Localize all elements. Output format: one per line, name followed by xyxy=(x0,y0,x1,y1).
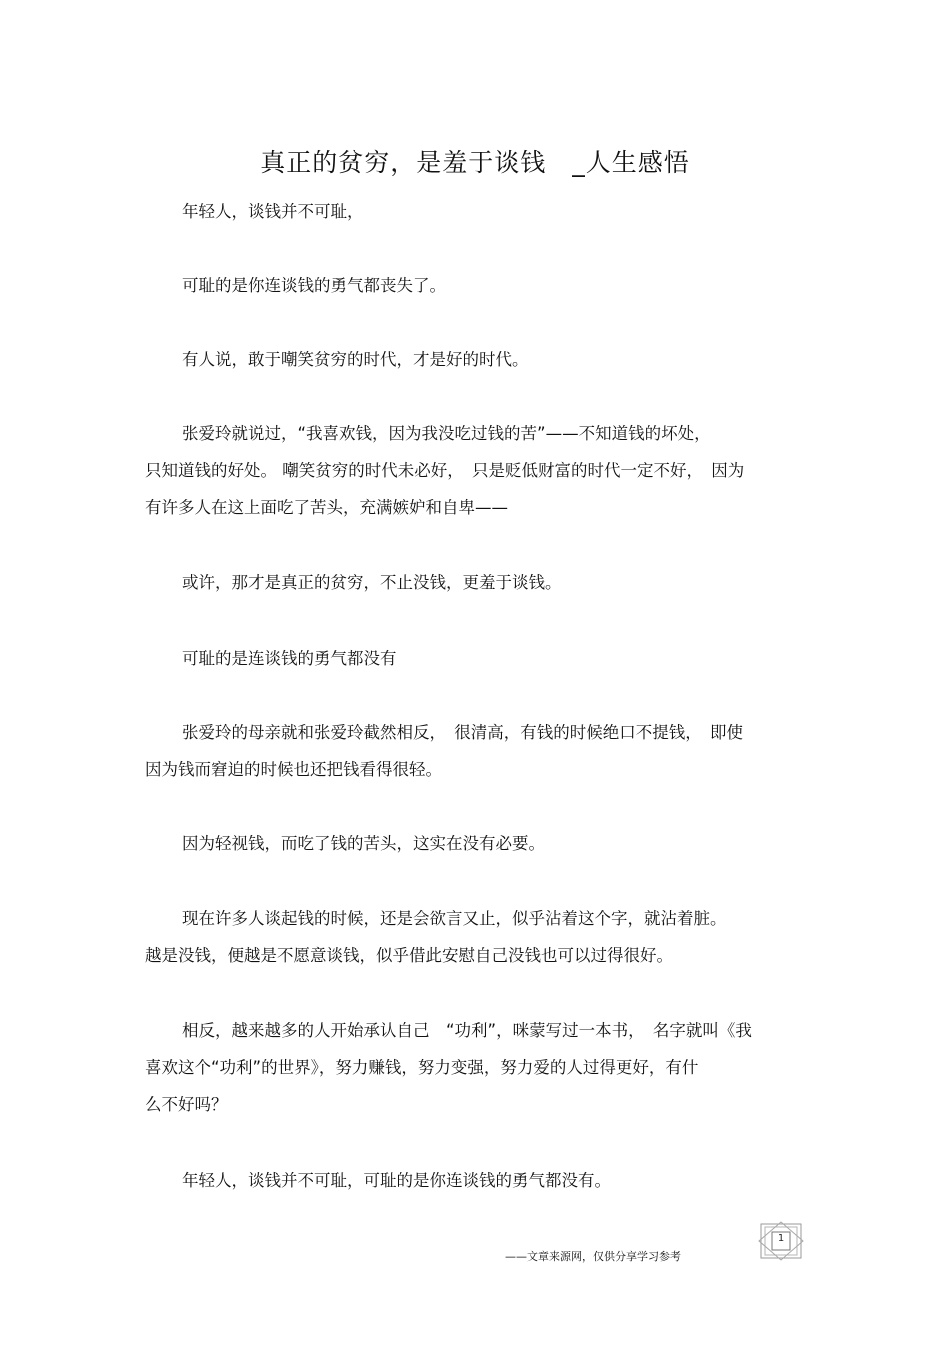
document-title: 真正的贫穷，是羞于谈钱 _人生感悟 xyxy=(260,148,690,177)
paragraph-1 xyxy=(145,193,810,230)
paragraph-8 xyxy=(145,825,810,862)
paragraph-line: 只知道钱的好处。 嘲笑贫穷的时代未必好， 只是贬低财富的时代一定不好， 因为 xyxy=(145,461,745,480)
paragraph-7 xyxy=(145,714,810,788)
paragraph-3 xyxy=(145,341,810,378)
source-note: ——文章来源网，仅供分享学习参考 xyxy=(505,1250,681,1263)
paragraph-line: 张爱玲的母亲就和张爱玲截然相反， 很清高，有钱的时候绝口不提钱， 即使 xyxy=(182,723,743,742)
paragraph-9 xyxy=(145,900,810,974)
paragraph-line: 或许，那才是真正的贫穷，不止没钱，更羞于谈钱。 xyxy=(182,573,562,592)
paragraph-line: 么不好吗？ xyxy=(145,1095,228,1114)
paragraph-line: 越是没钱，便越是不愿意谈钱，似乎借此安慰自己没钱也可以过得很好。 xyxy=(145,946,673,965)
paragraph-line: 有许多人在这上面吃了苦头，充满嫉妒和自卑—— xyxy=(145,498,508,517)
paragraph-line: 张爱玲就说过，“我喜欢钱，因为我没吃过钱的苦”——不知道钱的坏处， xyxy=(182,424,711,443)
paragraph-line: 年轻人，谈钱并不可耻， xyxy=(182,202,364,221)
paragraph-line: 可耻的是连谈钱的勇气都没有 xyxy=(182,649,397,668)
page-number-badge xyxy=(758,1221,804,1261)
paragraph-line: 相反，越来越多的人开始承认自己 “功利”，咪蒙写过一本书， 名字就叫《我 xyxy=(182,1021,752,1040)
paragraph-6 xyxy=(145,640,810,677)
paragraph-2 xyxy=(145,267,810,304)
page-number: 1 xyxy=(777,1233,785,1244)
paragraph-4 xyxy=(145,415,810,526)
paragraph-line: 因为钱而窘迫的时候也还把钱看得很轻。 xyxy=(145,760,442,779)
paragraph-11 xyxy=(145,1162,810,1199)
paragraph-5 xyxy=(145,564,810,601)
paragraph-10 xyxy=(145,1012,810,1123)
paragraph-line: 现在许多人谈起钱的时候，还是会欲言又止，似乎沾着这个字，就沾着脏。 xyxy=(182,909,727,928)
paragraph-line: 因为轻视钱，而吃了钱的苦头，这实在没有必要。 xyxy=(182,834,545,853)
paragraph-line: 喜欢这个“功利”的世界》，努力赚钱，努力变强，努力爱的人过得更好，有什 xyxy=(145,1058,699,1077)
paragraph-line: 年轻人，谈钱并不可耻，可耻的是你连谈钱的勇气都没有。 xyxy=(182,1171,611,1190)
paragraph-line: 可耻的是你连谈钱的勇气都丧失了。 xyxy=(182,276,446,295)
paragraph-line: 有人说，敢于嘲笑贫穷的时代，才是好的时代。 xyxy=(182,350,529,369)
